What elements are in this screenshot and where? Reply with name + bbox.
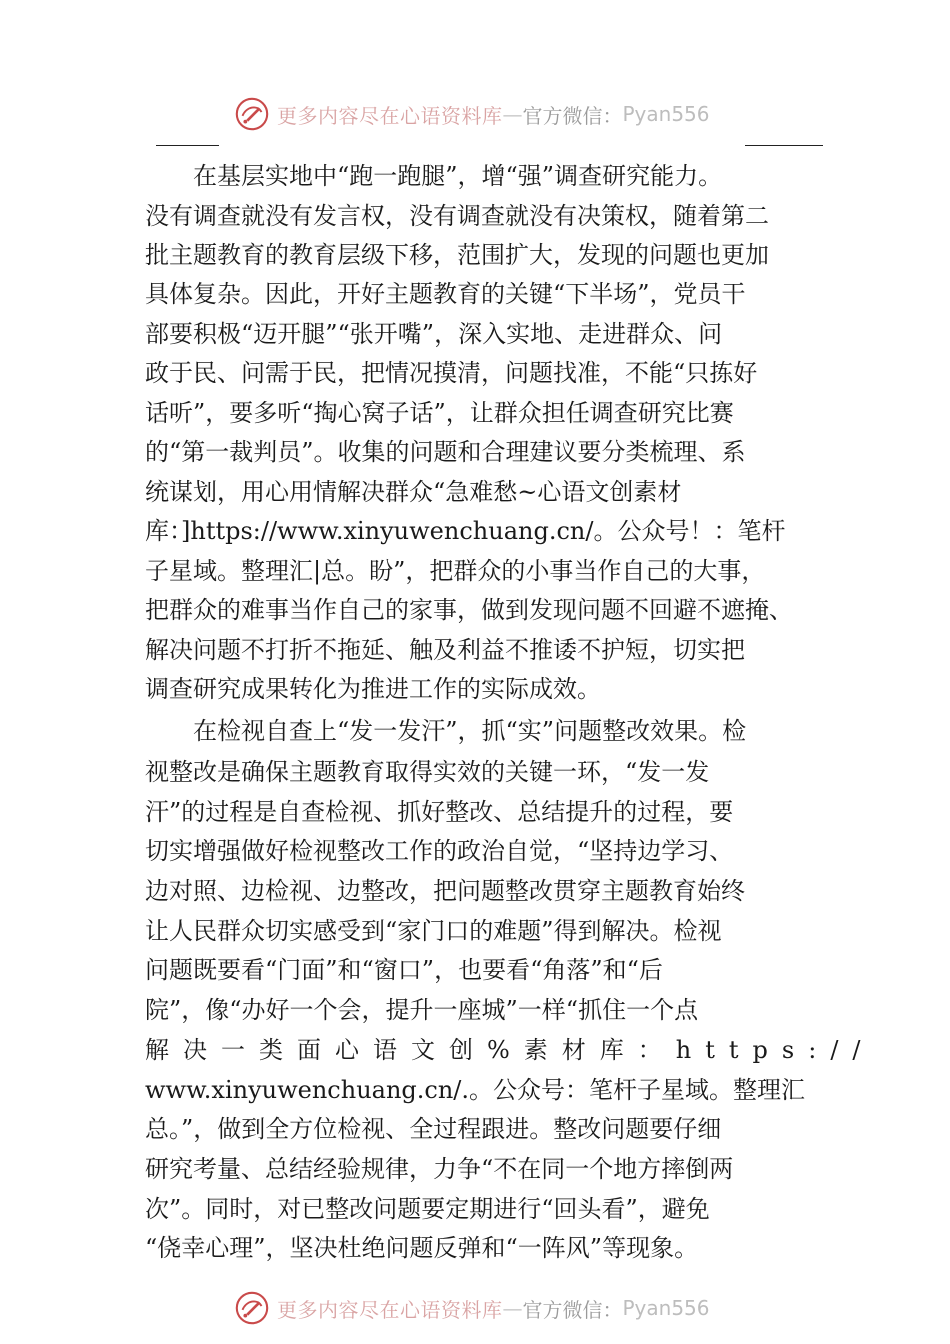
text-line: 库：]https://www.xinyuwenchuang.cn/。公众号！：笔杆 — [145, 517, 786, 545]
header-rule-right — [745, 145, 823, 146]
text-line: 在基层实地中“跑一跑腿”，增“强”调查研究能力。 — [145, 162, 723, 190]
footer-official-label: 官方微信： — [522, 1297, 623, 1322]
text-line: 话听”，要多听“掏心窝子话”，让群众担任调查研究比赛 — [145, 399, 734, 427]
text-line: 解决一类面心语文创%素材库：https:// — [145, 1036, 875, 1064]
text-line: 切实增强做好检视整改工作的政治自觉，“坚持边学习、 — [145, 837, 734, 865]
logo-icon — [233, 1289, 271, 1327]
text-line: 问题既要看“门面”和“窗口”，也要看“角落”和“后 — [145, 956, 663, 984]
footer-dash: — — [502, 1296, 523, 1320]
text-line: 在检视自查上“发一发汗”，抓“实”问题整改效果。检 — [145, 717, 747, 745]
text-line: 总。”，做到全方位检视、全过程跟进。整改问题要仔细 — [145, 1115, 722, 1143]
text-line: 把群众的难事当作自己的家事，做到发现问题不回避不遮掩、 — [145, 596, 793, 624]
text-line: 批主题教育的教育层级下移，范围扩大，发现的问题也更加 — [145, 241, 769, 269]
header-banner — [233, 94, 710, 134]
text-line: 没有调查就没有发言权，没有调查就没有决策权，随着第二 — [145, 202, 769, 230]
text-line: 调查研究成果转化为推进工作的实际成效。 — [145, 675, 601, 703]
header-dash: — — [502, 102, 523, 126]
text-line: 政于民、问需于民，把情况摸清，问题找准，不能“只拣好 — [145, 359, 758, 387]
text-line: www.xinyuwenchuang.cn/.。公众号：笔杆子星域。整理汇 — [145, 1076, 806, 1104]
footer-wechat-id: Pyan556 — [622, 1296, 710, 1320]
text-line: 研究考量、总结经验规律，力争“不在同一个地方摔倒两 — [145, 1155, 734, 1183]
text-line: 部要积极“迈开腿”“张开嘴”，深入实地、走进群众、问 — [145, 320, 723, 348]
header-rule-left — [156, 145, 219, 146]
logo-icon — [233, 95, 271, 133]
header-brand-text: 更多内容尽在心语资料库 — [277, 103, 503, 128]
text-line: 的“第一裁判员”。收集的问题和合理建议要分类梳理、系 — [145, 438, 746, 466]
footer-banner — [233, 1288, 710, 1328]
text-line: 视整改是确保主题教育取得实效的关键一环，“发一发 — [145, 758, 710, 786]
text-line: 院”，像“办好一个会，提升一座城”一样“抓住一个点 — [145, 996, 699, 1024]
text-line: 让人民群众切实感受到“家门口的难题”得到解决。检视 — [145, 917, 722, 945]
text-line: 具体复杂。因此，开好主题教育的关键“下半场”，党员干 — [145, 280, 746, 308]
text-line: “侥幸心理”，坚决杜绝问题反弹和“一阵风”等现象。 — [145, 1234, 699, 1262]
footer-brand-text: 更多内容尽在心语资料库 — [277, 1297, 503, 1322]
text-line: 边对照、边检视、边整改，把问题整改贯穿主题教育始终 — [145, 877, 745, 905]
text-line: 解决问题不打折不拖延、触及利益不推诿不护短，切实把 — [145, 636, 745, 664]
header-wechat-id: Pyan556 — [622, 102, 710, 126]
text-line: 次”。同时，对已整改问题要定期进行“回头看”，避免 — [145, 1195, 710, 1223]
text-line: 子星域。整理汇|总。盼”，把群众的小事当作自己的大事， — [145, 557, 766, 585]
text-line: 汗”的过程是自查检视、抓好整改、总结提升的过程，要 — [145, 798, 734, 826]
header-official-label: 官方微信： — [522, 103, 623, 128]
text-line: 统谋划，用心用情解决群众“急难愁~心语文创素材 — [145, 478, 682, 506]
